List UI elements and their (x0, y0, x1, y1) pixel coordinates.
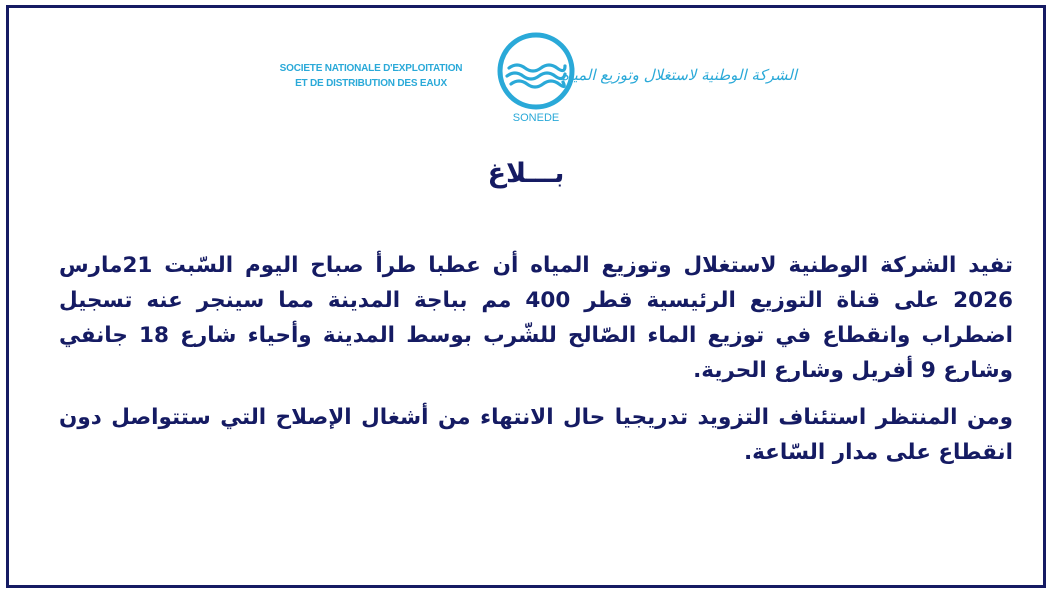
organization-name-arabic: الشركة الوطنية لاستغلال وتوزيع المياه (561, 66, 797, 84)
organization-name-french-line2: ET DE DISTRIBUTION DES EAUX (295, 78, 447, 89)
announcement-title: بـــلاغ (487, 158, 565, 189)
logo-text: SONEDE (512, 112, 560, 124)
announcement-body (59, 248, 1013, 482)
organization-name-french-line1: SOCIETE NATIONALE D'EXPLOITATION (279, 63, 463, 74)
header (9, 28, 1043, 128)
announcement-frame (6, 5, 1046, 588)
body-paragraph-2: ومن المنتظر استئناف التزويد تدريجيا حال الانتهاء من أشغال الإصلاح التي ستتواصل دون انقطاع على مدار السّاعة. (59, 405, 1013, 465)
organization-name-french (271, 61, 471, 91)
body-paragraph-1: تفيد الشركة الوطنية لاستغلال وتوزيع المياه أن عطبا طرأ صباح اليوم السّبت 21مارس 2026 على قناة التوزيع الرئيسية قطر 400 مم بباجة المدينة مما سينجر عنه تسجيل اضطراب وانقطاع في توزيع الماء الصّالح للشّرب بوسط المدينة وأحياء شارع 18 جانفي وشارع 9 أفريل وشارع الحرية. (59, 253, 1013, 383)
